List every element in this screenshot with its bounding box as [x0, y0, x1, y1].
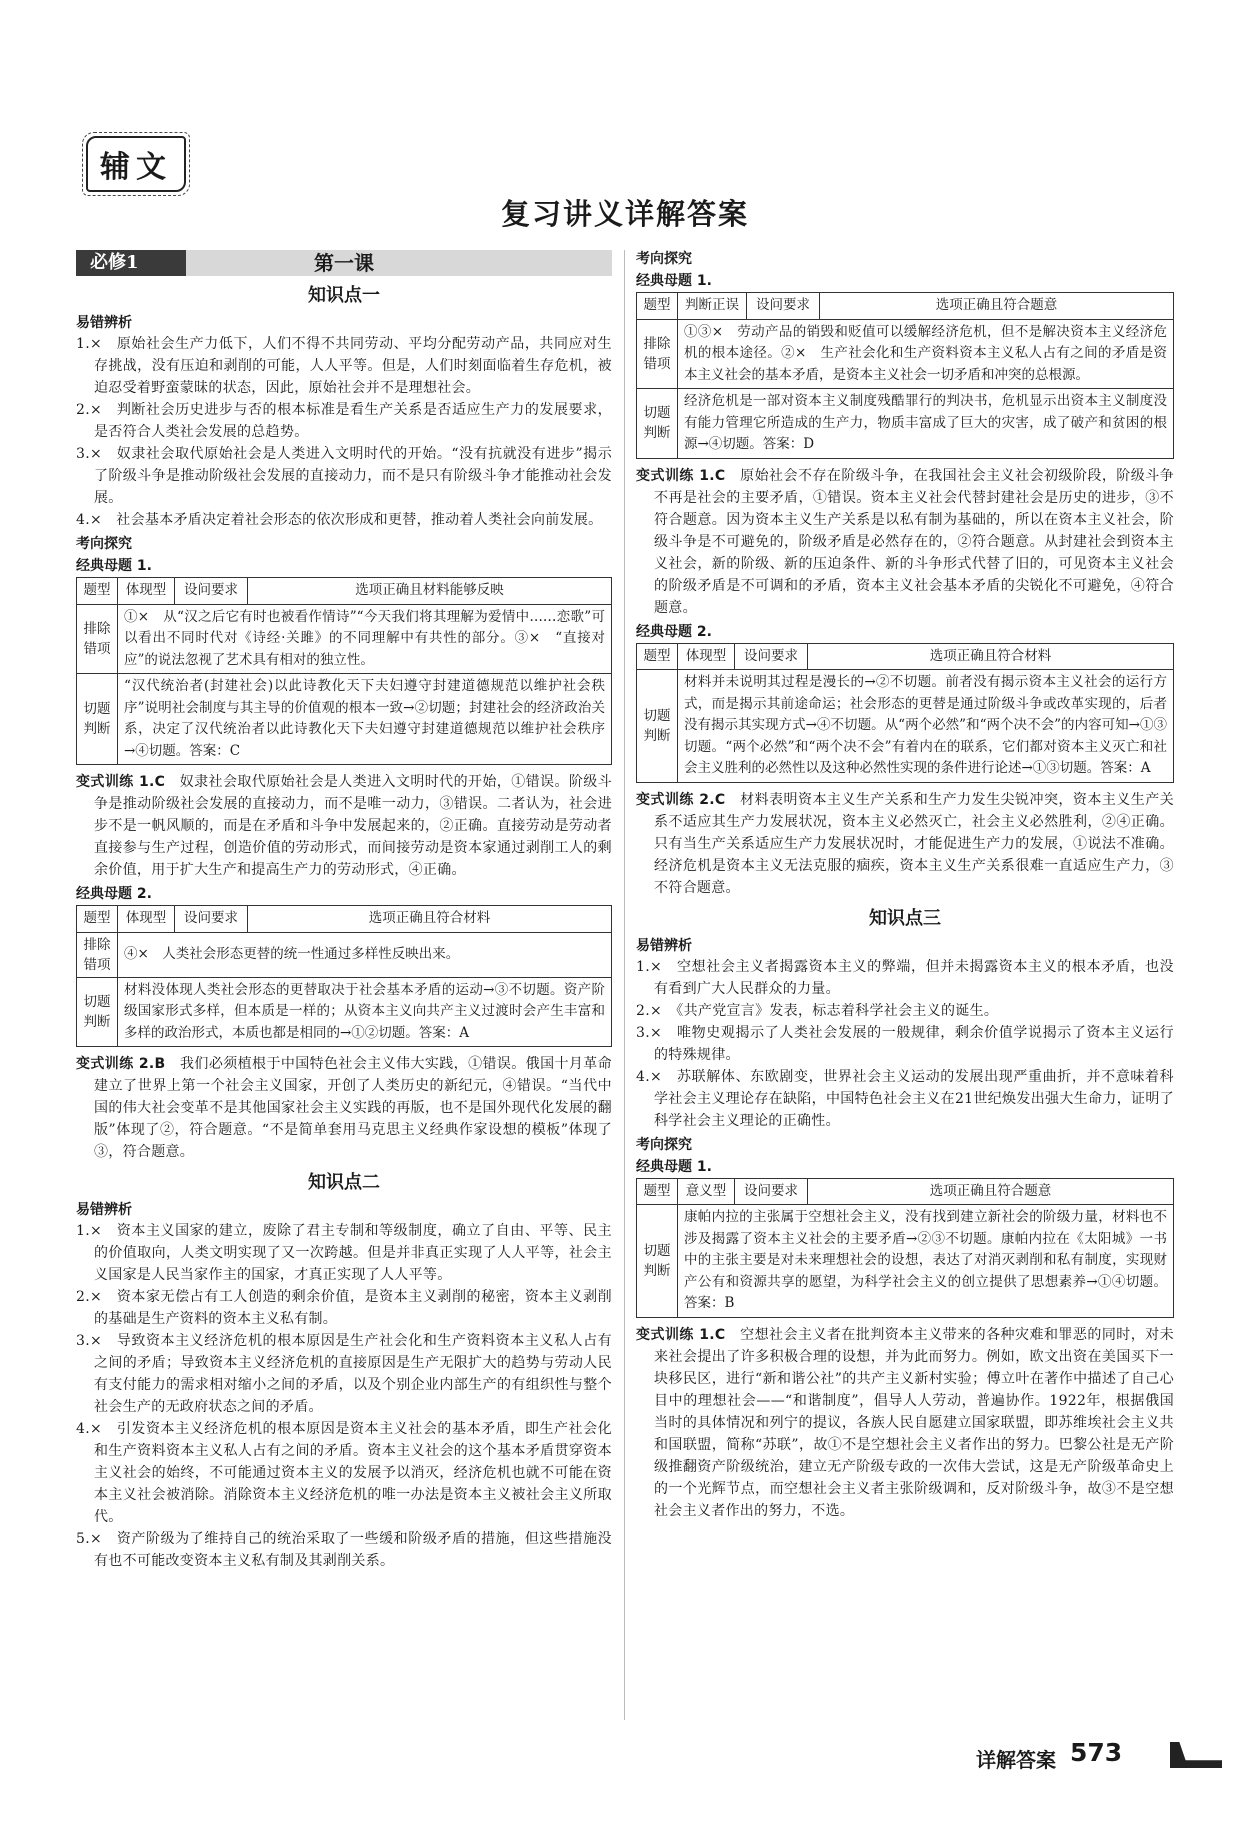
table-header: 选项正确且符合题意 [820, 293, 1174, 320]
row-label: 切题判断 [637, 1205, 678, 1318]
variant-text: 空想社会主义者在批判资本主义带来的各种灾难和罪恶的同时，对未来社会提出了许多积极合理的设想，并为此而努力。例如，欧文出资在美国买下一块移民区，进行“新和谐公社”的共产主义新村实验；傅立叶在著作中描述了自己心目中的理想社会——“和谐制度”，倡导人人劳动，普遍协作。1922年，根据俄国当时的具体情况和列宁的提议，各族人民自愿建立国家联盟，即苏维埃社会主义共和国联盟，简称“苏联”，故①不是空想社会主义者作出的努力。巴黎公社是无产阶级推翻资产阶级统治，建立无产阶级专政的一次伟大尝试，这是无产阶级革命史上的一个光辉节点，而空想社会主义者主张阶级调和，反对阶级斗争，故③不是空想社会主义者作出的努力，不选。 [654, 1326, 1174, 1519]
table-header: 题型 [77, 578, 118, 605]
list-item: 2.× 资本家无偿占有工人创造的剩余价值，是资本主义剥削的秘密，资本主义剥削的基础是生产资料的资本主义私有制。 [76, 1289, 612, 1327]
table-header: 体现型 [118, 906, 175, 933]
right-column [636, 246, 1174, 1522]
table-header: 选项正确且符合题意 [808, 1178, 1174, 1205]
page-title: 复习讲义详解答案 [500, 197, 749, 231]
table-header: 题型 [637, 643, 678, 670]
answer-table [636, 292, 1174, 459]
mother-question-label: 经典母题 1. [636, 273, 712, 289]
lesson-bar [76, 250, 612, 276]
footer-label: 详解答案 [976, 1748, 1056, 1772]
answer-table [76, 577, 612, 765]
table-header: 判断正误 [678, 293, 747, 320]
table-cell: 经济危机是一部对资本主义制度残酷罪行的判决书，危机显示出资本主义制度没有能力管理它所造成的生产力，物质丰富成了巨大的灾害，成了破产和贫困的根源→④切题。答案：D [678, 389, 1174, 459]
variant-text: 我们必须植根于中国特色社会主义伟大实践，①错误。俄国十月革命建立了世界上第一个社会主义国家，开创了人类历史的新纪元，④错误。“当代中国的伟大社会变革不是其他国家社会主义实践的再版，也不是国外现代化发展的翻版”体现了②，符合题意。“不是简单套用马克思主义经典作家设想的模板”体现了③，符合题意。 [94, 1056, 612, 1160]
list-item: 2.× 《共产党宣言》发表，标志着科学社会主义的诞生。 [636, 1002, 999, 1019]
row-label: 切题判断 [77, 977, 118, 1047]
lesson-book: 必修1 [76, 250, 186, 276]
row-label: 切题判断 [637, 389, 678, 459]
row-label: 排除错项 [637, 319, 678, 389]
variant-training [76, 771, 612, 881]
variant-text: 材料表明资本主义生产关系和生产力发生尖锐冲突，资本主义生产关系不适应其生产力发展状况，资本主义必然灭亡，社会主义必然胜利，②④正确。只有当生产关系适应生产力发展状况时，才能促进生产力的发展，①说法不准确。经济危机是资本主义无法克服的痼疾，资本主义生产关系很难一直适应生产力，③不符合题意。 [654, 791, 1174, 896]
column-divider [624, 250, 625, 1720]
table-header: 设问要求 [735, 1178, 808, 1205]
table-header: 设问要求 [735, 643, 808, 670]
yicuo-heading: 易错辨析 [76, 315, 132, 331]
answer-table [636, 1178, 1174, 1318]
list-item: 1.× 原始社会生产力低下，人们不得不共同劳动、平均分配劳动产品，共同应对生存挑战，没有压迫和剥削的可能，人人平等。但是，人们时刻面临着生存危机，被迫忍受着野蛮蒙昧的状态，因此，原始社会并不是理想社会。 [76, 336, 612, 396]
table-header: 题型 [637, 293, 678, 320]
table-cell: 材料没体现人类社会形态的更替取决于社会基本矛盾的运动→③不切题。资产阶级国家形式多样，但本质是一样的；从资本主义向共产主义过渡时会产生丰富和多样的政治形式，本质也都是相同的→①②切题。答案：A [118, 977, 612, 1047]
kaoxiang-heading: 考向探究 [636, 1136, 692, 1153]
variant-label: 变式训练 1.C [636, 467, 726, 484]
table-cell: ④× 人类社会形态更替的统一性通过多样性反映出来。 [118, 932, 612, 977]
row-label: 排除错项 [77, 604, 118, 674]
table-header: 设问要求 [175, 578, 248, 605]
variant-label: 变式训练 1.C [636, 1326, 726, 1343]
row-label: 切题判断 [637, 670, 678, 783]
table-cell: 材料并未说明其过程是漫长的→②不切题。前者没有揭示资本主义社会的运行方式，而是揭示其前途命运；社会形态的更替是通过阶级斗争或改革实现的，后者没有揭示其实现方式→④不切题。从“两个必然”和“两个决不会”的内容可知→①③切题。“两个必然”和“两个决不会”有着内在的联系，它们都对资本主义灭亡和社会主义胜利的必然性以及这种必然性实现的条件进行论述→①③切题。答案：A [678, 670, 1174, 783]
table-cell: 康帕内拉的主张属于空想社会主义，没有找到建立新社会的阶级力量，材料也不涉及揭露了资本主义社会的主要矛盾→②③不切题。康帕内拉在《太阳城》一书中的主张主要是对未来理想社会的设想，表达了对消灭剥削和私有制度，实现财产公有和资源共享的愿望，为科学社会主义的创立提供了思想素养→①④切题。答案：B [678, 1205, 1174, 1318]
variant-text: 奴隶社会取代原始社会是人类进入文明时代的开始，①错误。阶级斗争是推动阶级社会发展的直接动力，而不是唯一动力，③错误。二者认为，社会进步不是一帆风顺的，而是在矛盾和斗争中发展起来的，②正确。直接劳动是劳动者直接参与生产过程，创造价值的劳动形式，而间接劳动是资本家通过剥削工人的剩余价值，用于扩大生产和提高生产力的劳动形式，④正确。 [94, 774, 613, 878]
variant-text: 原始社会不存在阶级斗争，在我国社会主义社会初级阶段，阶级斗争不再是社会的主要矛盾，①错误。资本主义社会代替封建社会是历史的进步，③不符合题意。因为资本主义生产关系是以私有制为基础的，所以在资本主义社会，阶级斗争是不可避免的，阶级矛盾是必然存在的，②符合题意。从封建社会到资本主义社会，新的阶级、新的压迫条件、新的斗争形式代替了旧的，可见资本主义社会的阶级矛盾是不可调和的矛盾，资本主义社会基本矛盾的尖锐化不可避免，④符合题意。 [654, 467, 1174, 616]
row-label: 排除错项 [77, 932, 118, 977]
knowledge-point-3-title: 知识点三 [869, 907, 941, 929]
list-item: 4.× 引发资本主义经济危机的根本原因是资本主义社会的基本矛盾，即生产社会化和生产资料资本主义私人占有之间的矛盾。资本主义社会的这个基本矛盾贯穿资本主义社会的始终，不可能通过资本主义的发展予以消灭，经济危机也就不可能在资本主义社会被消除。消除资本主义经济危机的唯一办法是资本主义被社会主义所取代。 [76, 1421, 612, 1525]
list-item: 3.× 唯物史观揭示了人类社会发展的一般规律，剩余价值学说揭示了资本主义运行的特殊规律。 [636, 1024, 1174, 1063]
variant-training [76, 1053, 612, 1163]
knowledge-point-2-title: 知识点二 [308, 1172, 380, 1193]
table-header: 选项正确且符合材料 [808, 643, 1174, 670]
page-number: 573 [1070, 1738, 1123, 1767]
kaoxiang-heading: 考向探究 [76, 536, 132, 552]
table-header: 意义型 [678, 1178, 735, 1205]
variant-training [636, 465, 1174, 619]
mother-question-label: 经典母题 2. [76, 886, 152, 902]
table-header: 设问要求 [175, 906, 248, 933]
table-header: 选项正确且符合材料 [248, 906, 612, 933]
list-item: 1.× 空想社会主义者揭露资本主义的弊端，但并未揭露资本主义的根本矛盾，也没有看到广大人民群众的力量。 [636, 958, 1174, 997]
row-label: 切题判断 [77, 674, 118, 765]
list-item: 3.× 奴隶社会取代原始社会是人类进入文明时代的开始。“没有抗就没有进步”揭示了阶级斗争是推动阶级社会发展的直接动力，而不是只有阶级斗争才能推动社会发展。 [76, 446, 612, 506]
mother-question-label: 经典母题 1. [76, 558, 152, 574]
mother-question-label: 经典母题 1. [636, 1158, 712, 1175]
kaoxiang-heading: 考向探究 [636, 251, 692, 267]
table-header: 体现型 [678, 643, 735, 670]
table-cell: “汉代统治者(封建社会)以此诗教化天下夫妇遵守封建道德规范以维护社会秩序”说明社会制度与其主导的价值观的根本一致→②切题；封建社会的经济政治关系，决定了汉代统治者以此诗教化天下夫妇遵守封建道德规范以维护社会秩序→④切题。答案：C [118, 674, 612, 765]
section-badge: 辅文 [86, 136, 186, 192]
list-item: 4.× 社会基本矛盾决定着社会形态的依次形成和更替，推动着人类社会向前发展。 [76, 512, 603, 528]
list-item: 4.× 苏联解体、东欧剧变，世界社会主义运动的发展出现严重曲折，并不意味着科学社会主义理论存在缺陷，中国特色社会主义在21世纪焕发出强大生命力，证明了科学社会主义理论的正确性。 [636, 1068, 1174, 1129]
left-column [76, 250, 612, 1572]
variant-label: 变式训练 2.C [636, 791, 726, 808]
table-cell: ①× 从“汉之后它有时也被看作情诗”“今天我们将其理解为爱情中……恋歌”可以看出不同时代对《诗经·关雎》的不同理解中有共性的部分。③× “直接对应”的说法忽视了艺术具有相对的独立性。 [118, 604, 612, 674]
list-item: 2.× 判断社会历史进步与否的根本标准是看生产关系是否适应生产力的发展要求，是否符合人类社会发展的总趋势。 [76, 402, 612, 440]
variant-label: 变式训练 2.B [76, 1056, 166, 1072]
variant-training [636, 1324, 1174, 1522]
lesson-name: 第一课 [314, 251, 374, 275]
list-item: 3.× 导致资本主义经济危机的根本原因是生产社会化和生产资料资本主义私人占有之间的矛盾；导致资本主义经济危机的直接原因是生产无限扩大的趋势与劳动人民有支付能力的需求相对缩小之间的矛盾，以及个别企业内部生产的有组织性与整个社会生产的无政府状态之间的矛盾。 [76, 1333, 612, 1415]
list-item: 5.× 资产阶级为了维持自己的统治采取了一些缓和阶级矛盾的措施，但这些措施没有也不可能改变资本主义私有制及其剥削关系。 [76, 1531, 612, 1569]
knowledge-point-1-title: 知识点一 [308, 285, 380, 306]
table-header: 设问要求 [747, 293, 820, 320]
table-header: 题型 [77, 906, 118, 933]
table-header: 体现型 [118, 578, 175, 605]
variant-training [636, 789, 1174, 899]
list-item: 1.× 资本主义国家的建立，废除了君主专制和等级制度，确立了自由、平等、民主的价值取向，人类文明实现了又一次跨越。但是并非真正实现了人人平等，社会主义国家是人民当家作主的国家，才真正实现了人人平等。 [76, 1223, 612, 1283]
answer-table [76, 905, 612, 1047]
mother-question-label: 经典母题 2. [636, 623, 712, 640]
yicuo-heading: 易错辨析 [76, 1202, 132, 1218]
yicuo-heading: 易错辨析 [636, 937, 692, 954]
corner-decoration [1170, 1742, 1222, 1768]
table-header: 选项正确且材料能够反映 [248, 578, 612, 605]
variant-label: 变式训练 1.C [76, 774, 166, 790]
table-cell: ①③× 劳动产品的销毁和贬值可以缓解经济危机，但不是解决资本主义经济危机的根本途径。②× 生产社会化和生产资料资本主义私人占有之间的矛盾是资本主义社会的基本矛盾，是资本主义社会一切矛盾和冲突的总根源。 [678, 319, 1174, 389]
answer-table [636, 643, 1174, 783]
table-header: 题型 [637, 1178, 678, 1205]
